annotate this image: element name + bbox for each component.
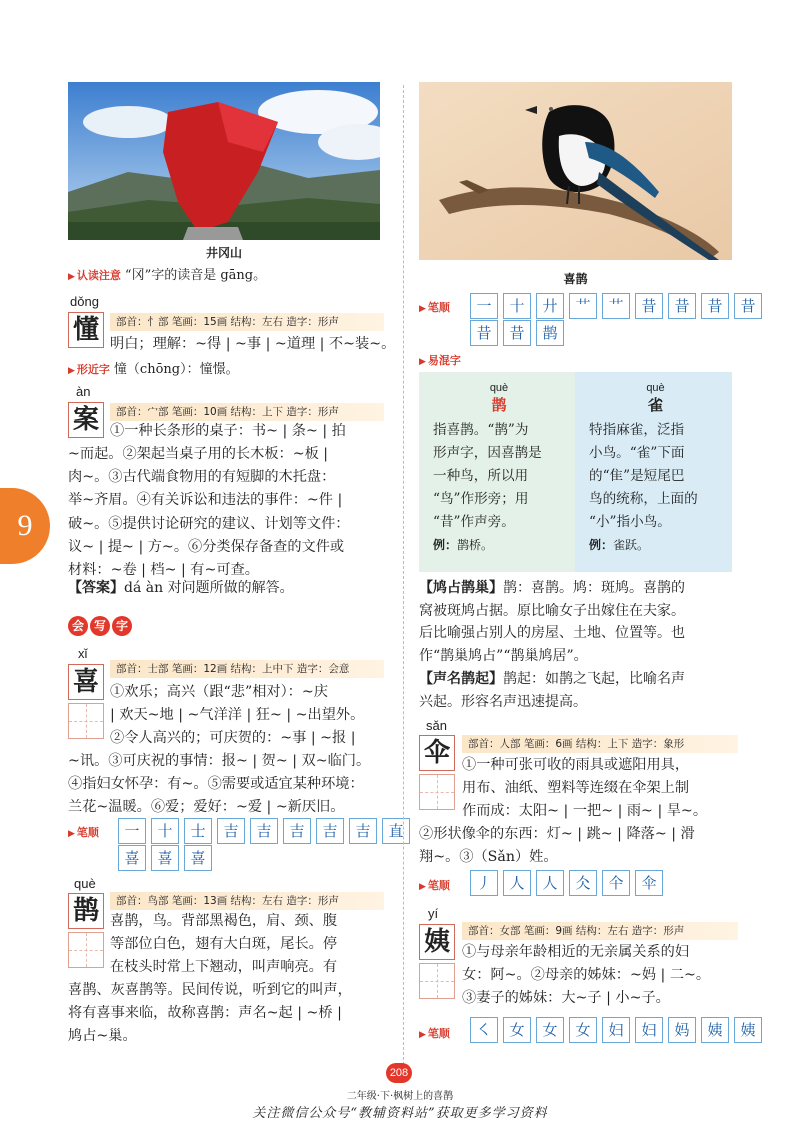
- stroke-box: 妇: [602, 1017, 630, 1043]
- stroke-box: 吉: [217, 818, 245, 844]
- dong-similar-note: ▶ 形近字 憧（chōng）：憧憬。: [68, 362, 239, 377]
- san-info-bar: 部首：人部 笔画：6画 结构：上下 造字：象形: [462, 735, 738, 753]
- xi-stroke-label: ▶ 笔顺: [68, 826, 99, 839]
- an-answer: 【答案】dá àn 对问题所做的解答。: [68, 580, 294, 596]
- footer-promo: 关注微信公众号“教辅资料站”获取更多学习资料: [252, 1106, 548, 1121]
- an-definition: ①一种长条形的桌子：书~ | 条~ | 拍: [110, 423, 346, 439]
- jinggangshan-image: [68, 82, 380, 240]
- confusing-left-char: 鹊: [491, 396, 507, 414]
- que-stroke-order-row2: [470, 320, 564, 346]
- stroke-box: 十: [151, 818, 179, 844]
- yi-stroke-label: ▶ 笔顺: [419, 1027, 450, 1040]
- stroke-box: 昔: [668, 293, 696, 319]
- xi-writing-grid: [68, 703, 104, 739]
- footer-lesson: 二年级·下·枫树上的喜鹊: [346, 1091, 454, 1102]
- stroke-box: 吉: [349, 818, 377, 844]
- an-pinyin: àn: [76, 384, 91, 399]
- magpie-caption: 喜鹊: [563, 272, 588, 286]
- que-definition: 喜鹊，鸟。背部黑褐色，肩、颈、腹 等部位白色，翅有大白斑，尾长。停 在枝头时常上下翘动，叫声响亮。有: [110, 913, 338, 976]
- page-number: 208: [386, 1063, 412, 1083]
- stroke-box: 一: [118, 818, 146, 844]
- stroke-box: 一: [470, 293, 498, 319]
- stroke-box: 姨: [734, 1017, 762, 1043]
- yi-info-bar: 部首：女部 笔画：9画 结构：左右 造字：形声: [462, 922, 738, 940]
- confusing-right-char: 雀: [647, 396, 663, 414]
- stroke-box: 艹: [569, 293, 597, 319]
- dong-character: 懂: [68, 312, 104, 348]
- san-stroke-label: ▶ 笔顺: [419, 879, 450, 892]
- stroke-box: 吉: [316, 818, 344, 844]
- confusing-right-panel: què 雀 特指麻雀，泛指 小鸟。“雀”下面 的“隹”是短尾巴 鸟的统称，上面的 “小”指小鸟。 例：雀跃。: [575, 372, 732, 572]
- jinggangshan-caption: 井冈山: [205, 246, 242, 260]
- stroke-box: 十: [503, 293, 531, 319]
- que-pinyin: què: [74, 876, 96, 891]
- dong-pinyin: dǒng: [70, 294, 99, 309]
- stroke-box: 直: [382, 818, 410, 844]
- stroke-box: ㇛: [470, 1017, 498, 1043]
- que-definition-cont: 喜鹊、灰喜鹊等。民间传说，听到它的叫声， 将有喜事来临，故称喜鹊：声名~起 | ~桥 | 鸠占~巢。: [68, 982, 352, 1045]
- que-info-bar: 部首：鸟部 笔画：13画 结构：左右 造字：形声: [110, 892, 384, 910]
- magpie-photo: [419, 82, 732, 260]
- yi-pinyin: yí: [428, 906, 439, 921]
- an-info-bar: 部首：宀部 笔画：10画 结构：上下 造字：形声: [110, 403, 384, 421]
- stroke-box: 女: [569, 1017, 597, 1043]
- stroke-box: 女: [503, 1017, 531, 1043]
- stroke-box: 吉: [250, 818, 278, 844]
- stroke-box: 士: [184, 818, 212, 844]
- yi-stroke-order: [470, 1017, 762, 1043]
- yi-definition: ①与母亲年龄相近的无亲属关系的妇 女：阿~。②母亲的姊妹：~妈 | 二~。 ③妻子的姊妹：大~子 | 小~子。: [462, 944, 711, 1007]
- stroke-box: 伞: [635, 870, 663, 896]
- jinggangshan-photo: [68, 82, 380, 240]
- xi-stroke-order-row2: [118, 845, 212, 871]
- que-stroke-label: ▶ 笔顺: [419, 301, 450, 314]
- write-characters-heading: 会 写 字: [68, 616, 132, 636]
- san-writing-grid: [419, 774, 455, 810]
- stroke-box: 昔: [734, 293, 762, 319]
- stroke-box: 鹊: [536, 320, 564, 346]
- san-definition-cont: ②形状像伞的东西：灯~ | 跳~ | 降落~ | 滑 翔~。③（Sǎn）姓。: [419, 826, 695, 866]
- unit-tab: 9: [0, 488, 50, 564]
- confusing-label: ▶ 易混字: [419, 354, 461, 367]
- stroke-box: 女: [536, 1017, 564, 1043]
- xi-info-bar: 部首：士部 笔画：12画 结构：上中下 造字：会意: [110, 660, 384, 678]
- yi-character: 姨: [419, 924, 455, 960]
- xi-definition-cont: ~讯。③可庆祝的事情：报~ | 贺~ | 双~临门。 ④指妇女怀孕：有~。⑤需要或适宜某种环境： 兰花~温暖。⑥爱；爱好：~爱 | ~新厌旧。: [68, 753, 371, 816]
- an-definition-cont: ~而起。②架起当桌子用的长木板：~板 | 肉~。③古代端食物用的有短脚的木托盘： 举~齐眉。④有关诉讼和违法的事件：~件 | 破~。⑤提供讨论研究的建议、计划等文件： 议~ | 提~ | 方~。⑥分类保存备查的文件或 材料：~卷 | 档~ | 有~可查。: [68, 446, 350, 579]
- pronunciation-note: ▶ 认读注意 “冈”字的读音是 gāng。: [68, 268, 267, 283]
- stroke-box: 妈: [668, 1017, 696, 1043]
- an-character: 案: [68, 402, 104, 438]
- idiom-shengmingqueqi: 【声名鹊起】鹊起：如鹊之飞起，比喻名声 兴起。形容名声迅速提高。: [419, 671, 685, 710]
- que-writing-grid: [68, 932, 104, 968]
- stroke-box: 仌: [569, 870, 597, 896]
- que-stroke-order-row1: [470, 293, 762, 319]
- stroke-box: 人: [503, 870, 531, 896]
- stroke-box: 艹: [602, 293, 630, 319]
- stroke-box: 昔: [635, 293, 663, 319]
- stroke-box: 妇: [635, 1017, 663, 1043]
- stroke-box: 丿: [470, 870, 498, 896]
- stroke-box: 仐: [602, 870, 630, 896]
- triangle-marker-icon: ▶: [68, 272, 75, 282]
- magpie-image: [419, 82, 732, 260]
- dong-definition: 明白；理解：~得 | ~事 | ~道理 | 不~装~。: [110, 336, 396, 352]
- stroke-box: 昔: [470, 320, 498, 346]
- stroke-box: 姨: [701, 1017, 729, 1043]
- confusing-characters-box: [419, 372, 732, 572]
- idiom-jiuzhanquechao: 【鸠占鹊巢】鹊：喜鹊。鸠：斑鸠。喜鹊的 窝被斑鸠占据。原比喻女子出嫁住在夫家。 后比喻强占别人的房屋、土地、位置等。也 作“鹊巢鸠占”“鹊巢鸠居”。: [419, 580, 685, 664]
- stroke-box: 喜: [118, 845, 146, 871]
- san-pinyin: sǎn: [426, 718, 447, 733]
- san-definition: ①一种可张可收的雨具或遮阳用具， 用布、油纸、塑料等连缀在伞架上制 作而成：太阳~ | 一把~ | 雨~ | 旱~。: [462, 757, 708, 820]
- column-divider: [403, 85, 404, 1070]
- stroke-box: 昔: [503, 320, 531, 346]
- xi-stroke-order-row1: [118, 818, 410, 844]
- triangle-marker-icon: ▶: [68, 366, 75, 376]
- stroke-box: 喜: [184, 845, 212, 871]
- stroke-box: 喜: [151, 845, 179, 871]
- yi-writing-grid: [419, 963, 455, 999]
- san-character: 伞: [419, 735, 455, 771]
- xi-definition: ①欢乐；高兴（跟“悲”相对）：~庆 | 欢天~地 | ~气洋洋 | 狂~ | ~出望外。 ②令人高兴的；可庆贺的：~事 | ~报 |: [110, 684, 365, 747]
- que-character: 鹊: [68, 893, 104, 929]
- xi-character: 喜: [68, 664, 104, 700]
- xi-pinyin: xǐ: [78, 646, 88, 661]
- stroke-box: 昔: [701, 293, 729, 319]
- stroke-box: 廾: [536, 293, 564, 319]
- confusing-left-panel: què 鹊 指喜鹊。“鹊”为 形声字，因喜鹊是 一种鸟，所以用 “鸟”作形旁；用 “昔”作声旁。 例：鹊桥。: [419, 372, 575, 572]
- stroke-box: 吉: [283, 818, 311, 844]
- dong-info-bar: 部首：忄部 笔画：15画 结构：左右 造字：形声: [110, 313, 384, 331]
- stroke-box: 人: [536, 870, 564, 896]
- san-stroke-order: [470, 870, 663, 896]
